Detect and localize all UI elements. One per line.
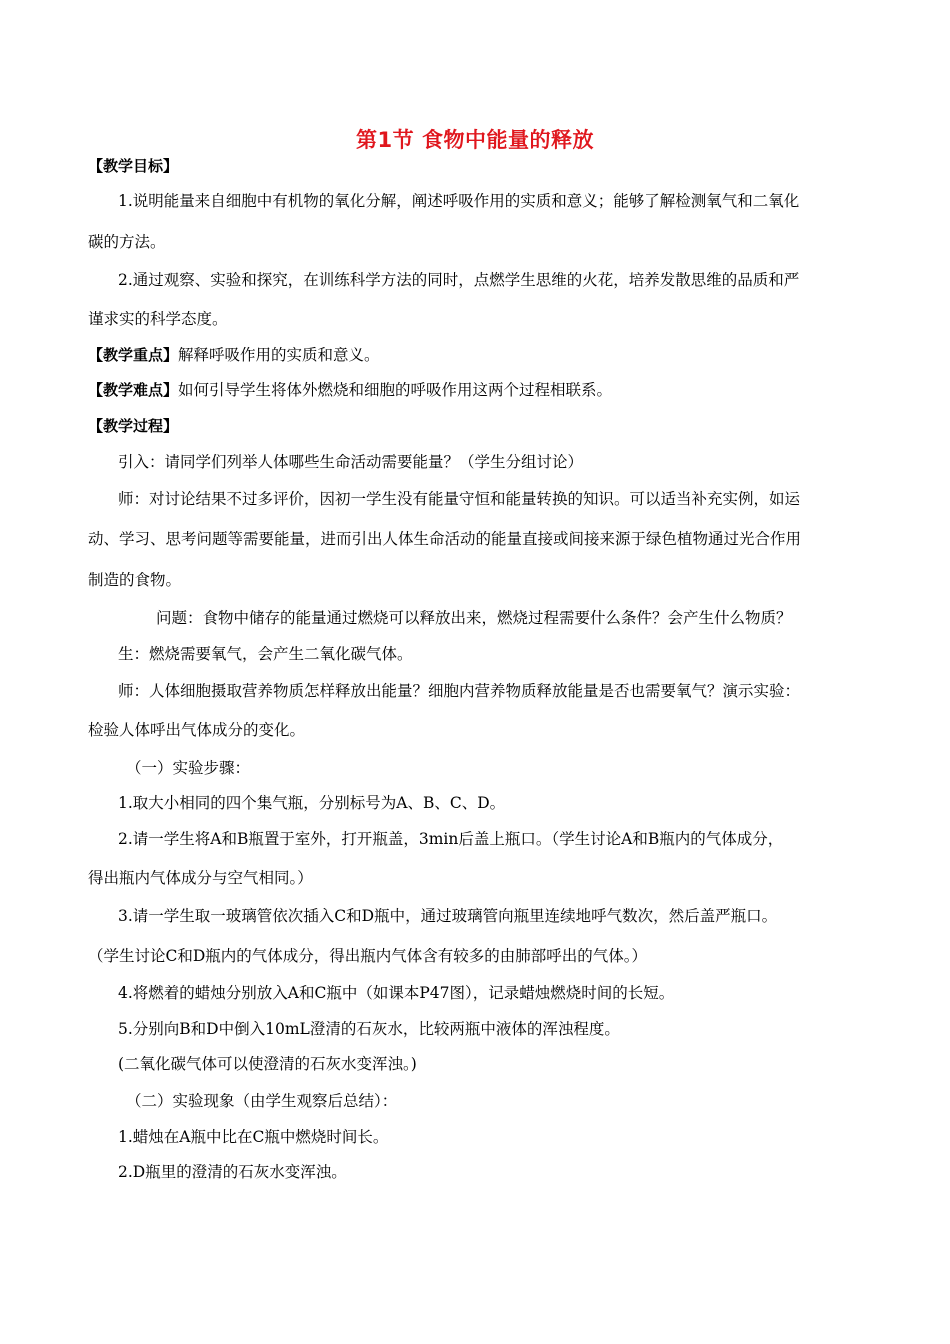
objective-1-line-2: 碳的方法。 — [88, 233, 166, 251]
objective-2-line-2: 谨求实的科学态度。 — [88, 310, 228, 328]
question: 问题：食物中储存的能量通过燃烧可以释放出来，燃烧过程需要什么条件？会产生什么物质？ — [156, 609, 792, 627]
teacher-2-line-2: 检验人体呼出气体成分的变化。 — [88, 721, 306, 739]
difficulty-label: 【教学难点】 — [88, 381, 179, 399]
phenomenon-2: 2.D瓶里的澄清的石灰水变浑浊。 — [118, 1163, 347, 1181]
key-point-label: 【教学重点】 — [88, 346, 179, 364]
step-5: 5.分别向B和D中倒入10mL澄清的石灰水，比较两瓶中液体的浑浊程度。 — [118, 1020, 620, 1038]
step-1: 1.取大小相同的四个集气瓶，分别标号为A、B、C、D。 — [118, 794, 506, 812]
teacher-1-line-1: 师：对讨论结果不过多评价，因初一学生没有能量守恒和能量转换的知识。可以适当补充实例，如运 — [118, 490, 801, 508]
student-answer: 生：燃烧需要氧气，会产生二氧化碳气体。 — [118, 645, 413, 663]
page-title: 第1节 食物中能量的释放 — [356, 128, 594, 152]
step-4: 4.将燃着的蜡烛分别放入A和C瓶中（如课本P47图），记录蜡烛燃烧时间的长短。 — [118, 984, 675, 1002]
step-note: (二氧化碳气体可以使澄清的石灰水变浑浊。) — [118, 1055, 417, 1073]
objectives-heading: 【教学目标】 — [88, 157, 179, 175]
phenomena-heading: （二）实验现象（由学生观察后总结）： — [126, 1092, 398, 1110]
objective-1-line-1: 1.说明能量来自细胞中有机物的氧化分解，阐述呼吸作用的实质和意义；能够了解检测氧气和二氧化 — [118, 192, 800, 210]
step-2-line-1: 2.请一学生将A和B瓶置于室外，打开瓶盖，3min后盖上瓶口。（学生讨论A和B瓶内的气体成分， — [118, 830, 784, 848]
difficulty — [88, 380, 612, 400]
teacher-2-line-1: 师：人体细胞摄取营养物质怎样释放出能量？细胞内营养物质释放能量是否也需要氧气？演示实验： — [118, 682, 801, 700]
key-point — [88, 345, 380, 365]
process-intro: 引入：请同学们列举人体哪些生命活动需要能量？（学生分组讨论） — [118, 453, 584, 471]
step-3-line-2: （学生讨论C和D瓶内的气体成分，得出瓶内气体含有较多的由肺部呼出的气体。） — [88, 947, 648, 965]
steps-heading: （一）实验步骤： — [126, 759, 251, 777]
key-point-text: 解释呼吸作用的实质和意义。 — [178, 346, 380, 364]
teacher-1-line-3: 制造的食物。 — [88, 571, 182, 589]
difficulty-text: 如何引导学生将体外燃烧和细胞的呼吸作用这两个过程相联系。 — [178, 381, 613, 399]
process-heading: 【教学过程】 — [88, 417, 179, 435]
step-3-line-1: 3.请一学生取一玻璃管依次插入C和D瓶中，通过玻璃管向瓶里连续地呼气数次，然后盖严瓶口。 — [118, 907, 778, 925]
teacher-1-line-2: 动、学习、思考问题等需要能量，进而引出人体生命活动的能量直接或间接来源于绿色植物通过光合作用 — [88, 530, 802, 548]
phenomenon-1: 1.蜡烛在A瓶中比在C瓶中燃烧时间长。 — [118, 1128, 389, 1146]
objective-2-line-1: 2.通过观察、实验和探究，在训练科学方法的同时，点燃学生思维的火花，培养发散思维的品质和严 — [118, 271, 800, 289]
step-2-line-2: 得出瓶内气体成分与空气相同。） — [88, 869, 313, 887]
